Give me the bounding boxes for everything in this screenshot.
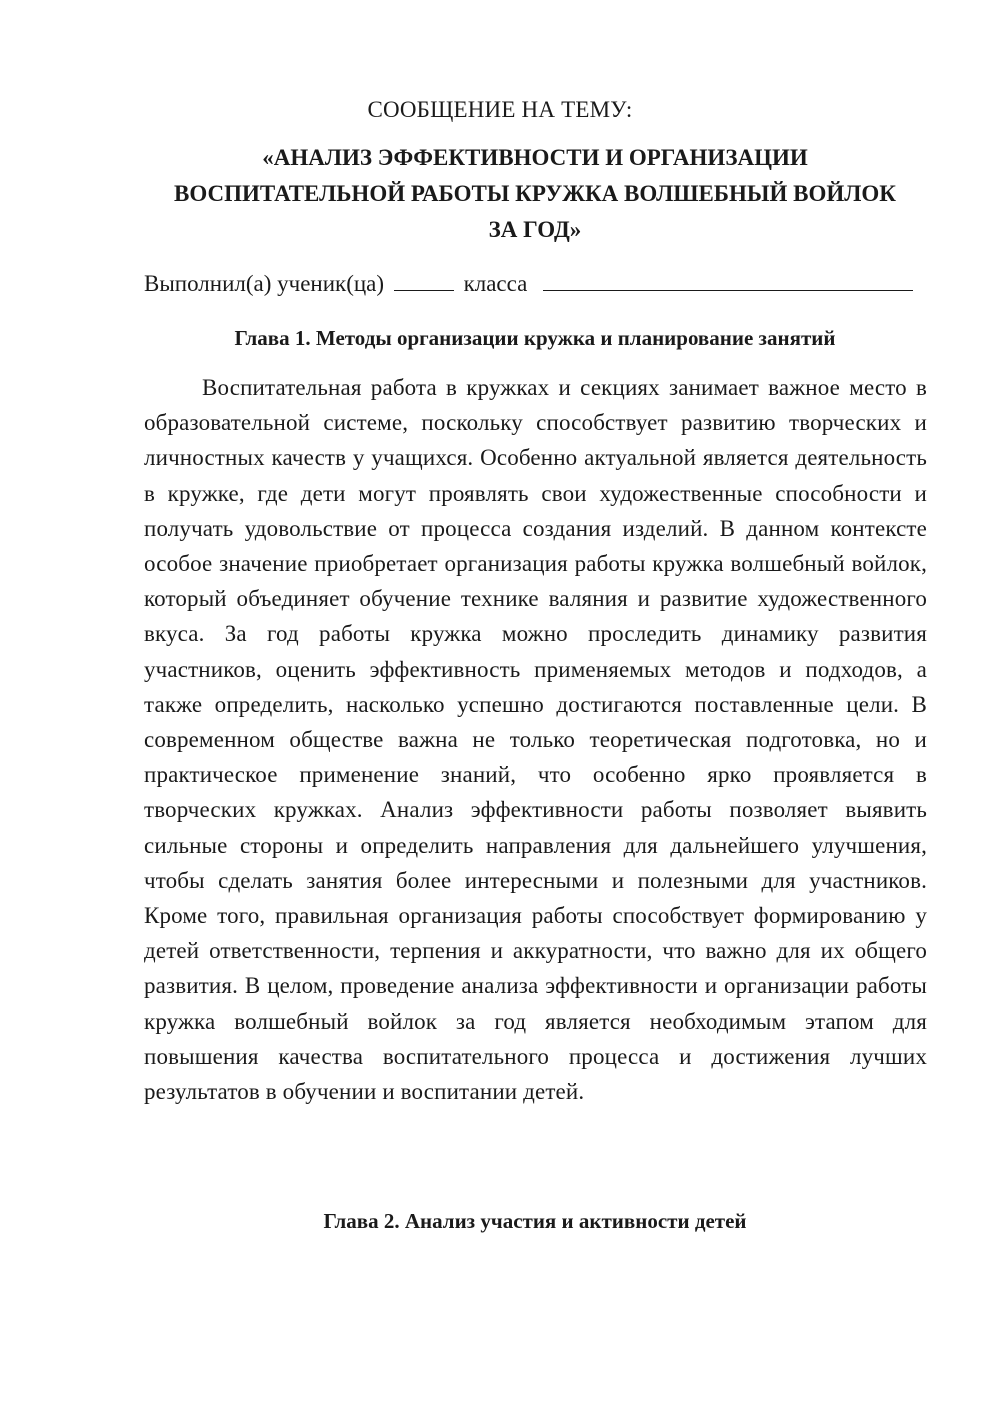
chapter-1-paragraph: Воспитательная работа в кружках и секциях занимает важное место в образовательной системе, поскольку способствует развитию творческих и личностных качеств у учащихся. Особенно актуальной является деятельность в кружке, где дети могут проявлять свои художественные способности и получать удовольствие от процесса создания изделий. В данном контексте особое значение приобретает организация работы кружка волшебный войлок, который объединяет обучение технике валяния и развитие художественного вкуса. За год работы кружка можно проследить динамику развития участников, оценить эффективность применяемых методов и подходов, а также определить, насколько успешно достигаются поставленные цели. В современном обществе важна не только теоретическая подготовка, но и практическое применение знаний, что особенно ярко проявляется в творческих кружках. Анализ эффективности работы позволяет выявить сильные стороны и определить направления для дальнейшего улучшения, чтобы сделать занятия более интересными и полезными для участников. Кроме того, правильная организация работы способствует формированию у детей ответственности, терпения и аккуратности, что важно для их общего развития. В целом, проведение анализа эффективности и организации работы кружка волшебный войлок за год является необходимым этапом для повышения качества воспитательного процесса и достижения лучших результатов в обучении и воспитании детей. bbox=[144, 375, 927, 1105]
document-title bbox=[130, 140, 940, 248]
student-name-blank bbox=[543, 270, 913, 291]
author-line bbox=[144, 268, 944, 300]
title-line: ВОСПИТАТЕЛЬНОЙ РАБОТЫ КРУЖКА ВОЛШЕБНЫЙ ВОЙЛОК bbox=[174, 181, 896, 206]
chapter-2-heading: Глава 2. Анализ участия и активности детей bbox=[323, 1209, 747, 1233]
title-line: ЗА ГОД» bbox=[488, 217, 582, 242]
class-number-blank bbox=[394, 270, 454, 291]
author-prefix: Выполнил(а) ученик(ца) bbox=[144, 271, 385, 296]
subject-line: СООБЩЕНИЕ НА ТЕМУ: bbox=[367, 97, 633, 122]
class-label: класса bbox=[463, 271, 528, 296]
title-line: «АНАЛИЗ ЭФФЕКТИВНОСТИ И ОРГАНИЗАЦИИ bbox=[262, 145, 808, 170]
chapter-1-heading: Глава 1. Методы организации кружка и планирование занятий bbox=[234, 326, 836, 350]
